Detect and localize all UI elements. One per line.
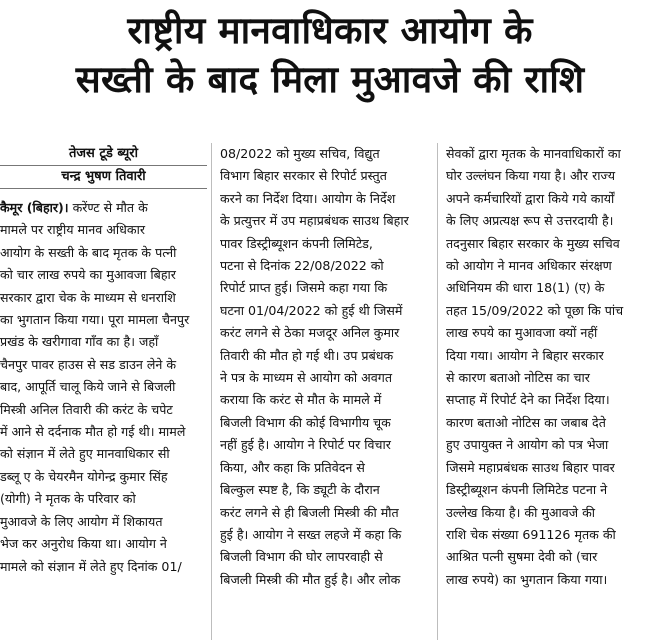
article-column-2 <box>211 143 437 640</box>
column-2-line: नहीं हुई है। आयोग ने रिपोर्ट पर विचार <box>220 437 391 453</box>
column-3-line: अधिनियम की धारा 18(1) (ए) के <box>446 280 605 296</box>
column-3-text <box>446 143 654 591</box>
column-1-line: चैनपुर पावर हाउस से सड डाउन लेने के <box>0 356 177 372</box>
column-3-line: राशि चेक संख्या 691126 मृतक की <box>446 526 616 542</box>
column-1-line: का भुगतान किया गया। पूरा मामला चैनपुर <box>0 312 190 328</box>
headline-line-2: सख्ती के बाद मिला मुआवजे की राशि <box>75 58 585 101</box>
column-3-line: तदनुसार बिहार सरकार के मुख्य सचिव <box>446 235 620 251</box>
column-3-line: लाख रुपये) का भुगतान किया गया। <box>446 571 608 587</box>
column-3-line: लाख रुपये का मुआवजा क्यों नहीं <box>446 325 598 341</box>
column-1-line: में आने से दर्दनाक मौत हो गई थी। मामले <box>0 424 186 440</box>
column-2-line: करंट लगने से ठेका मजदूर अनिल कुमार <box>220 325 400 341</box>
column-3-line: डिस्ट्रीब्यूशन कंपनी लिमिटेड पटना ने <box>446 482 608 498</box>
column-1-line <box>0 197 207 219</box>
column-2-line: तिवारी की मौत हो गई थी। उप प्रबंधक <box>220 347 394 363</box>
column-2-line: करंट लगने से ही बिजली मिस्त्री की मौत <box>220 504 399 520</box>
column-1-line: मामले को संज्ञान में लेते हुए दिनांक 01/ <box>0 558 182 574</box>
column-2-line: करने का निर्देश दिया। आयोग के निर्देश <box>220 190 396 206</box>
column-3-line: जिसमे महाप्रबंधक साउथ बिहार पावर <box>446 459 615 475</box>
article-column-3 <box>437 143 660 640</box>
column-1-line: सरकार द्वारा चेक के माध्यम से धनराशि <box>0 289 176 305</box>
column-2-line: हुई है। आयोग ने सख्त लहजे में कहा कि <box>220 526 402 542</box>
column-2-line: बिजली विभाग की घोर लापरवाही से <box>220 549 383 565</box>
column-1-line: प्रखंड के खरीगावा गाँव का है। जहाँ <box>0 334 159 350</box>
column-1-line: मिस्त्री अनिल तिवारी की करंट के चपेट <box>0 401 173 417</box>
column-1-line: को संज्ञान में लेते हुए मानवाधिकार सी <box>0 446 170 462</box>
column-2-line: बिल्कुल स्पष्ट है, कि ड्यूटी के दौरान <box>220 482 380 498</box>
column-3-line: हुए उपायुक्त ने आयोग को पत्र भेजा <box>446 437 609 453</box>
column-2-text <box>220 143 431 591</box>
column-2-line: ने पत्र के माध्यम से आयोग को अवगत <box>220 370 393 386</box>
column-3-line: तहत 15/09/2022 को पूछा कि पांच <box>446 302 624 318</box>
bureau-byline: तेजस टूडे ब्यूरो <box>0 143 207 166</box>
column-1-line: को चार लाख रुपये का मुआवजा बिहार <box>0 267 176 283</box>
column-2-line: रिपोर्ट प्राप्त हुई। जिसमे कहा गया कि <box>220 280 388 296</box>
article-column-1 <box>0 143 211 640</box>
column-2-line: बिजली विभाग की कोई विभागीय चूक <box>220 414 391 430</box>
column-2-line: पटना से दिनांक 22/08/2022 को <box>220 258 384 274</box>
column-3-line: घोर उल्लंघन किया गया है। और राज्य <box>446 168 615 184</box>
column-2-line: कराया कि करंट से मौत के मामले में <box>220 392 382 408</box>
column-1-line: भेज कर अनुरोध किया था। आयोग ने <box>0 536 167 552</box>
column-2-line: बिजली मिस्त्री की मौत हुई है। और लोक <box>220 571 401 587</box>
article-columns <box>0 143 660 640</box>
column-2-line: किया, और कहा कि प्रतिवेदन से <box>220 459 365 475</box>
headline <box>0 0 660 104</box>
column-3-line: सप्ताह में रिपोर्ट देने का निर्देश दिया। <box>446 392 610 408</box>
column-2-line: पावर डिस्ट्रीब्यूशन कंपनी लिमिटेड, <box>220 235 373 251</box>
column-2-line: घटना 01/04/2022 को हुई थी जिसमें <box>220 302 403 318</box>
column-3-line: उल्लेख किया है। की मुआवजे की <box>446 504 596 520</box>
column-1-line: बाद, आपूर्ति चालू किये जाने से बिजली <box>0 379 176 395</box>
column-1-line: आयोग के सख्ती के बाद मृतक के पत्नी <box>0 244 177 260</box>
column-3-line: दिया गया। आयोग ने बिहार सरकार <box>446 347 604 363</box>
column-3-line: अपने कर्मचारियों द्वारा किये गये कार्यों <box>446 190 615 206</box>
column-3-line: आश्रित पत्नी सुषमा देवी को (चार <box>446 549 598 565</box>
column-1-line: डब्लू ए के चेयरमैन योगेन्द्र कुमार सिंह <box>0 468 168 484</box>
column-3-line: कारण बताओ नोटिस का जबाब देते <box>446 414 606 430</box>
dateline: कैमूर (बिहार)। <box>0 200 69 215</box>
headline-line-1: राष्ट्रीय मानवाधिकार आयोग के <box>127 9 533 52</box>
column-2-line: 08/2022 को मुख्य सचिव, विद्युत <box>220 146 380 161</box>
column-3-line: के लिए अप्रत्यक्ष रूप से उत्तरदायी है। <box>446 213 614 229</box>
column-1-line-rest: करेंण्ट से मौत के <box>68 200 148 215</box>
column-2-line: के प्रत्युत्तर में उप महाप्रबंधक साउथ बिहार <box>220 213 409 229</box>
column-3-line: को आयोग ने मानव अधिकार संरक्षण <box>446 258 612 274</box>
column-3-line: से कारण बताओ नोटिस का चार <box>446 370 590 386</box>
column-1-line: मुआवजे के लिए आयोग में शिकायत <box>0 513 163 529</box>
reporter-byline: चन्द्र भुषण तिवारी <box>0 166 207 189</box>
column-1-line: (योगी) ने मृतक के परिवार को <box>0 491 136 507</box>
column-2-line: विभाग बिहार सरकार से रिपोर्ट प्रस्तुत <box>220 168 387 184</box>
column-1-text <box>0 197 207 578</box>
column-1-line: मामले पर राष्ट्रीय मानव अधिकार <box>0 222 146 238</box>
column-3-line: सेवकों द्वारा मृतक के मानवाधिकारों का <box>446 146 621 161</box>
